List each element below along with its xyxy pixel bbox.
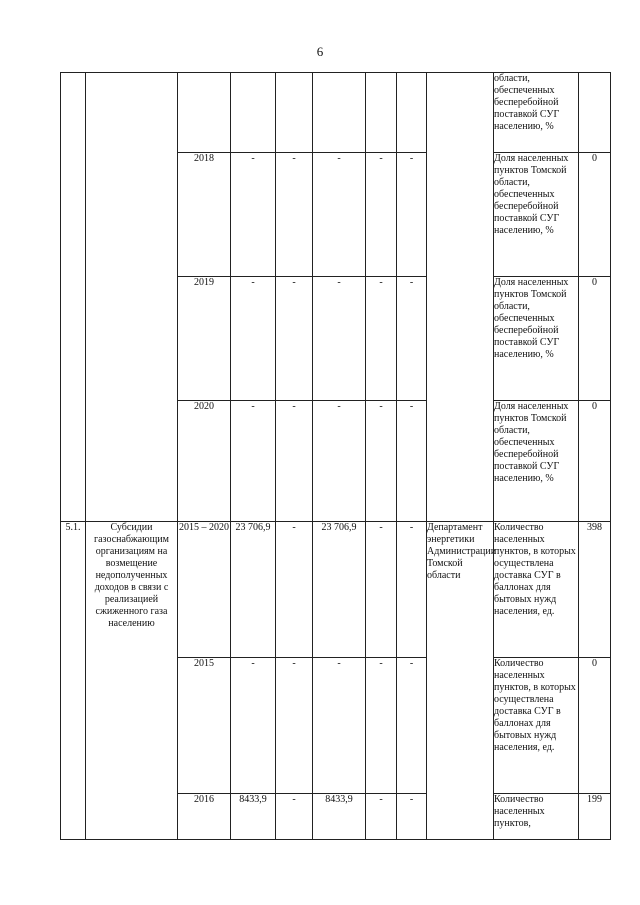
table-row (61, 522, 611, 658)
value-cell: - (366, 794, 397, 840)
item-number: 5.1. (61, 522, 86, 840)
result-cell: 199 (579, 794, 611, 840)
value-cell: - (397, 277, 427, 401)
indicator-cell: Количество населенных пунктов, в которых осуществлена доставка СУГ в баллонах для бытовых нужд населения, ед. (494, 658, 579, 794)
value-cell: - (276, 794, 313, 840)
item-name: Субсидии газоснабжающим организациям на возмещение недополученных доходов в связи с реализацией сжиженного газа населению (86, 522, 178, 840)
indicator-cell: Количество населенных пунктов, в которых осуществлена доставка СУГ в баллонах для бытовых нужд населения, ед. (494, 522, 579, 658)
year-cell: 2018 (178, 153, 231, 277)
year-cell: 2015 – 2020 (178, 522, 231, 658)
result-cell: 398 (579, 522, 611, 658)
value-cell: - (397, 658, 427, 794)
value-cell: - (313, 658, 366, 794)
value-cell: - (366, 277, 397, 401)
table-row (61, 73, 611, 153)
value-cell: - (397, 153, 427, 277)
value-cell: 23 706,9 (313, 522, 366, 658)
cell-number-empty (61, 73, 86, 522)
indicator-cell: Доля населенных пунктов Томской области, обеспеченных бесперебойной поставкой СУГ населению, % (494, 401, 579, 522)
cell-name-empty (86, 73, 178, 522)
result-cell: 0 (579, 153, 611, 277)
result-cell: 0 (579, 277, 611, 401)
value-cell: - (397, 401, 427, 522)
value-cell: - (276, 277, 313, 401)
indicator-cell: области, обеспеченных бесперебойной поставкой СУГ населению, % (494, 73, 579, 153)
year-cell: 2016 (178, 794, 231, 840)
value-cell: - (366, 522, 397, 658)
value-cell: - (313, 277, 366, 401)
value-cell: - (276, 401, 313, 522)
executor-cell: Департамент энергетики Администрации Томской области (427, 522, 494, 840)
year-cell: 2015 (178, 658, 231, 794)
year-cell: 2019 (178, 277, 231, 401)
value-cell: - (276, 658, 313, 794)
year-cell: 2020 (178, 401, 231, 522)
value-cell: - (366, 658, 397, 794)
value-cell: - (366, 153, 397, 277)
indicator-cell: Доля населенных пунктов Томской области, обеспеченных бесперебойной поставкой СУГ населению, % (494, 277, 579, 401)
program-table (60, 72, 611, 840)
indicator-cell: Количество населенных пунктов, (494, 794, 579, 840)
value-cell: - (231, 401, 276, 522)
value-cell: - (397, 794, 427, 840)
value-cell: - (231, 277, 276, 401)
page-number: 6 (316, 44, 324, 59)
indicator-cell: Доля населенных пунктов Томской области, обеспеченных бесперебойной поставкой СУГ населению, % (494, 153, 579, 277)
result-cell: 0 (579, 401, 611, 522)
value-cell: - (366, 401, 397, 522)
value-cell: - (231, 658, 276, 794)
value-cell: 8433,9 (231, 794, 276, 840)
value-cell: - (231, 153, 276, 277)
result-cell: 0 (579, 658, 611, 794)
value-cell: 8433,9 (313, 794, 366, 840)
value-cell: - (276, 522, 313, 658)
cell-executor-empty (427, 73, 494, 522)
value-cell: - (313, 153, 366, 277)
value-cell: 23 706,9 (231, 522, 276, 658)
value-cell: - (276, 153, 313, 277)
value-cell: - (397, 522, 427, 658)
value-cell: - (313, 401, 366, 522)
